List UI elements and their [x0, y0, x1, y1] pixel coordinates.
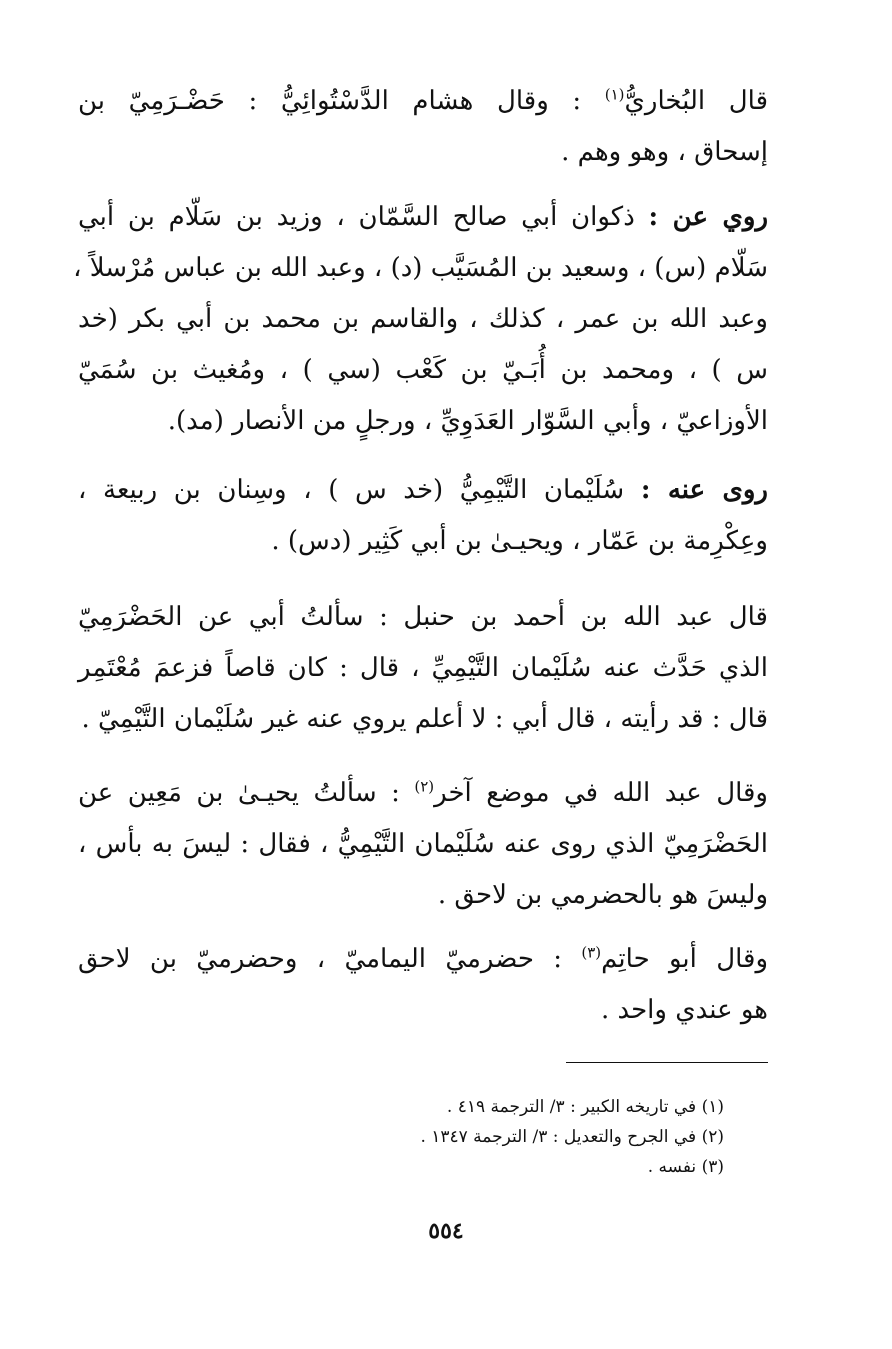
footnote: (٢) في الجرح والتعديل : ٣/ الترجمة ١٣٤٧ .	[420, 1127, 724, 1147]
text-run: ذكوان أبي صالح السَّمّان ، وزيد بن سَلّام بن أبي	[78, 202, 649, 232]
text-line: الذي حَدَّث عنه سُلَيْمان التَّيْمِيِّ ، قال : كان قاصاً فزعمَ مُعْتَمِر	[78, 653, 768, 683]
text-line: هو عندي واحد .	[600, 995, 768, 1025]
paragraph-narrated-from	[73, 192, 768, 447]
text-line: قال عبد الله بن أحمد بن حنبل : سألتُ أبي عن الحَضْرَمِيّ	[78, 602, 768, 632]
text-line	[78, 192, 768, 243]
text-line: الأوزاعيّ ، وأبي السَّوّار العَدَوِيِّ ، ورجلٍ من الأنصار (مد).	[167, 406, 768, 436]
text-run: سُلَيْمان التَّيْمِيُّ (خد س ) ، وسِنان بن ربيعة ،	[78, 475, 641, 505]
text-line: وعِكْرِمة بن عَمّار ، ويحيـىٰ بن أبي كَثِير (دس) .	[271, 526, 768, 556]
text-line: قال البُخاريُّ$^{(١)}$ : وقال هشام الدَّسْتُوائِيُّ : حَضْـرَمِيّ بن	[78, 85, 768, 116]
paragraph-bukhari	[78, 76, 768, 178]
text-line	[78, 465, 768, 516]
footnote-marker: (٢)	[414, 777, 435, 796]
paragraph-abdullah	[78, 592, 768, 745]
section-lead: روي عن :	[648, 202, 768, 232]
page-number: ٥٥٤	[428, 1218, 464, 1244]
text-line: وعبد الله بن عمر ، كذلك ، والقاسم بن محمد بن أبي بكر (خد	[78, 304, 768, 334]
section-lead: روى عنه :	[640, 475, 768, 505]
paragraph-another-place	[78, 768, 768, 921]
footnote: (٣) نفسه .	[647, 1157, 724, 1177]
text-line: قال : قد رأيته ، قال أبي : لا أعلم يروي عنه غير سُلَيْمان التَّيْمِيّ .	[81, 704, 768, 734]
paragraph-abu-hatim	[78, 934, 768, 1036]
footnote-marker: (٣)	[581, 943, 602, 962]
text-line: إسحاق ، وهو وهم .	[561, 137, 768, 167]
footnotes	[224, 1092, 724, 1182]
paragraph-narrated-by	[78, 465, 768, 567]
text-line: سَلّام (س) ، وسعيد بن المُسَيَّب (د) ، وعبد الله بن عباس مُرْسلاً ،	[73, 253, 768, 283]
text-line: س ) ، ومحمد بن أُبَـيّ بن كَعْب (سي ) ، ومُغيث بن سُمَيّ	[78, 355, 768, 385]
footnote-marker: (١)	[604, 85, 625, 104]
footnote: (١) في تاريخه الكبير : ٣/ الترجمة ٤١٩ .	[446, 1097, 724, 1117]
footnote-divider	[566, 1062, 768, 1063]
text-line: وليسَ هو بالحضرمي بن لاحق .	[437, 880, 768, 910]
text-line: وقال عبد الله في موضع آخر$^{(٢)}$ : سألتُ يحيـىٰ بن مَعِين عن	[78, 777, 768, 808]
text-line: الحَضْرَمِيّ الذي روى عنه سُلَيْمان التَّيْمِيُّ ، فقال : ليسَ به بأس ،	[78, 829, 768, 859]
text-line: وقال أبو حاتِم$^{(٣)}$ : حضرميّ اليماميّ ، وحضرميّ بن لاحق	[78, 943, 768, 974]
